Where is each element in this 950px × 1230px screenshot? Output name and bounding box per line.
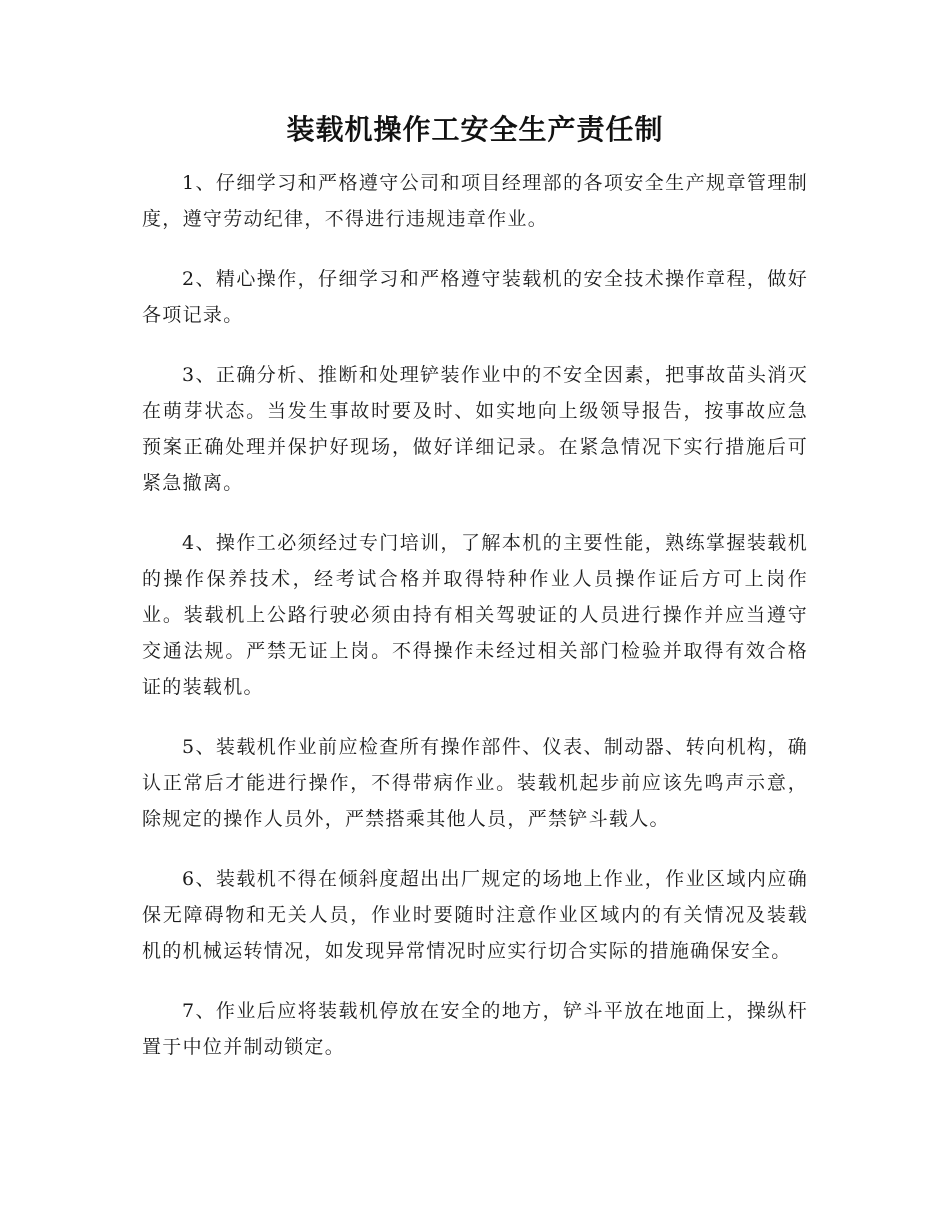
paragraph-7: 7、作业后应将装载机停放在安全的地方，铲斗平放在地面上，操纵杆置于中位并制动锁定。 bbox=[142, 1000, 808, 1058]
paragraph-5: 5、装载机作业前应检查所有操作部件、仪表、制动器、转向机构，确认正常后才能进行操作，不得带病作业。装载机起步前应该先鸣声示意，除规定的操作人员外，严禁搭乘其他人员，严禁铲斗载人。 bbox=[142, 736, 808, 830]
document-body bbox=[142, 165, 808, 1089]
document-title: 装载机操作工安全生产责任制 bbox=[286, 113, 664, 146]
paragraph-3: 3、正确分析、推断和处理铲装作业中的不安全因素，把事故苗头消灭在萌芽状态。当发生事故时要及时、如实地向上级领导报告，按事故应急预案正确处理并保护好现场，做好详细记录。在紧急情况下实行措施后可紧急撤离。 bbox=[142, 364, 808, 494]
paragraph-1: 1、仔细学习和严格遵守公司和项目经理部的各项安全生产规章管理制度，遵守劳动纪律，不得进行违规违章作业。 bbox=[142, 172, 808, 230]
paragraph-4: 4、操作工必须经过专门培训，了解本机的主要性能，熟练掌握装载机的操作保养技术，经考试合格并取得特种作业人员操作证后方可上岗作业。装载机上公路行驶必须由持有相关驾驶证的人员进行操作并应当遵守交通法规。严禁无证上岗。不得操作未经过相关部门检验并取得有效合格证的装载机。 bbox=[142, 532, 808, 698]
paragraph-2: 2、精心操作，仔细学习和严格遵守装载机的安全技术操作章程，做好各项记录。 bbox=[142, 268, 808, 326]
paragraph-6: 6、装载机不得在倾斜度超出出厂规定的场地上作业，作业区域内应确保无障碍物和无关人员，作业时要随时注意作业区域内的有关情况及装载机的机械运转情况，如发现异常情况时应实行切合实际的措施确保安全。 bbox=[142, 868, 808, 962]
